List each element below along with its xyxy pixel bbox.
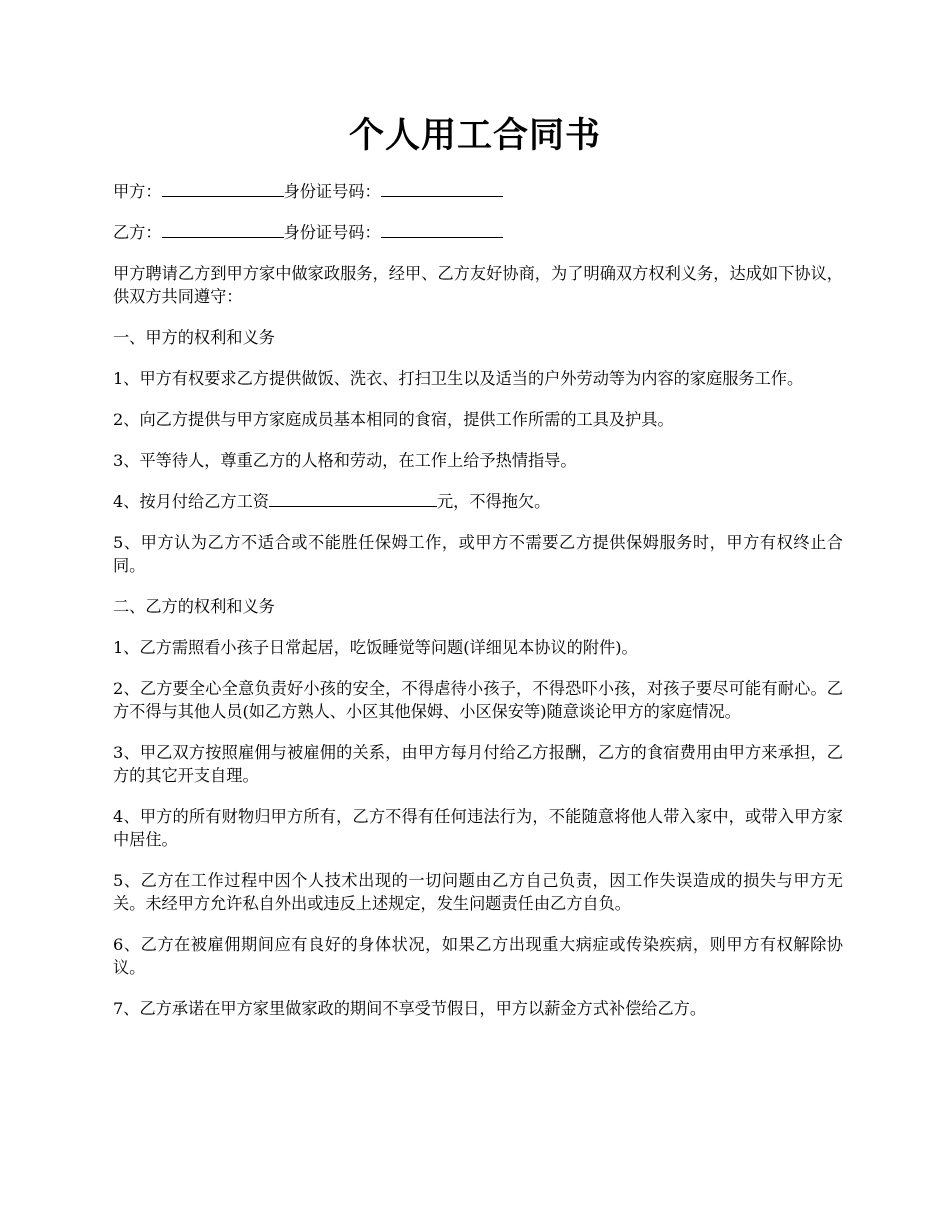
section-2-item-5: 5、乙方在工作过程中因个人技术出现的一切问题由乙方自己负责，因工作失误造成的损失与甲方无关。未经甲方允许私自外出或违反上述规定，发生问题责任由乙方自负。 <box>113 871 843 913</box>
party-b-name-blank <box>162 221 284 238</box>
party-a-name-blank <box>162 180 284 197</box>
party-b-line <box>113 221 843 244</box>
section-1-heading: 一、甲方的权利和义务 <box>113 328 275 347</box>
section-1-item-5: 5、甲方认为乙方不适合或不能胜任保姆工作，或甲方不需要乙方提供保姆服务时，甲方有权终止合同。 <box>113 533 843 575</box>
section-2-item-7: 7、乙方承诺在甲方家里做家政的期间不享受节假日，甲方以薪金方式补偿给乙方。 <box>113 999 707 1018</box>
party-a-label: 甲方： <box>113 182 162 201</box>
section-2-item-1: 1、乙方需照看小孩子日常起居，吃饭睡觉等问题(详细见本协议的附件)。 <box>113 638 638 657</box>
party-b-label: 乙方： <box>113 223 162 242</box>
party-b-id-label: 身份证号码： <box>283 223 381 242</box>
intro-paragraph: 甲方聘请乙方到甲方家中做家政服务，经甲、乙方友好协商，为了明确双方权利义务，达成如下协议，供双方共同遵守： <box>113 264 843 306</box>
section-2-item-3: 3、甲乙双方按照雇佣与被雇佣的关系，由甲方每月付给乙方报酬，乙方的食宿费用由甲方来承担，乙方的其它开支自理。 <box>113 743 843 785</box>
section-1-item-2: 2、向乙方提供与甲方家庭成员基本相同的食宿，提供工作所需的工具及护具。 <box>113 410 674 429</box>
document-body <box>113 180 843 1038</box>
party-a-line <box>113 180 843 203</box>
party-a-id-blank <box>381 180 503 197</box>
section-2-heading: 二、乙方的权利和义务 <box>113 597 275 616</box>
salary-blank <box>269 490 437 507</box>
salary-prefix: 4、按月付给乙方工资 <box>113 492 269 511</box>
section-2-item-6: 6、乙方在被雇佣期间应有良好的身体状况，如果乙方出现重大病症或传染疾病，则甲方有权解除协议。 <box>113 935 843 977</box>
section-2-item-4: 4、甲方的所有财物归甲方所有，乙方不得有任何违法行为，不能随意将他人带入家中，或带入甲方家中居住。 <box>113 807 843 849</box>
document-title: 个人用工合同书 <box>348 115 601 156</box>
section-1-item-1: 1、甲方有权要求乙方提供做饭、洗衣、打扫卫生以及适当的户外劳动等为内容的家庭服务工作。 <box>113 369 804 388</box>
salary-suffix: 元，不得拖欠。 <box>437 492 551 511</box>
party-b-id-blank <box>381 221 503 238</box>
section-1-item-4 <box>113 490 843 513</box>
section-1-item-3: 3、平等待人，尊重乙方的人格和劳动，在工作上给予热情指导。 <box>113 451 577 470</box>
party-a-id-label: 身份证号码： <box>283 182 381 201</box>
section-2-item-2: 2、乙方要全心全意负责好小孩的安全，不得虐待小孩子，不得恐吓小孩，对孩子要尽可能有耐心。乙方不得与其他人员(如乙方熟人、小区其他保姆、小区保安等)随意谈论甲方的家庭情况。 <box>113 679 843 721</box>
